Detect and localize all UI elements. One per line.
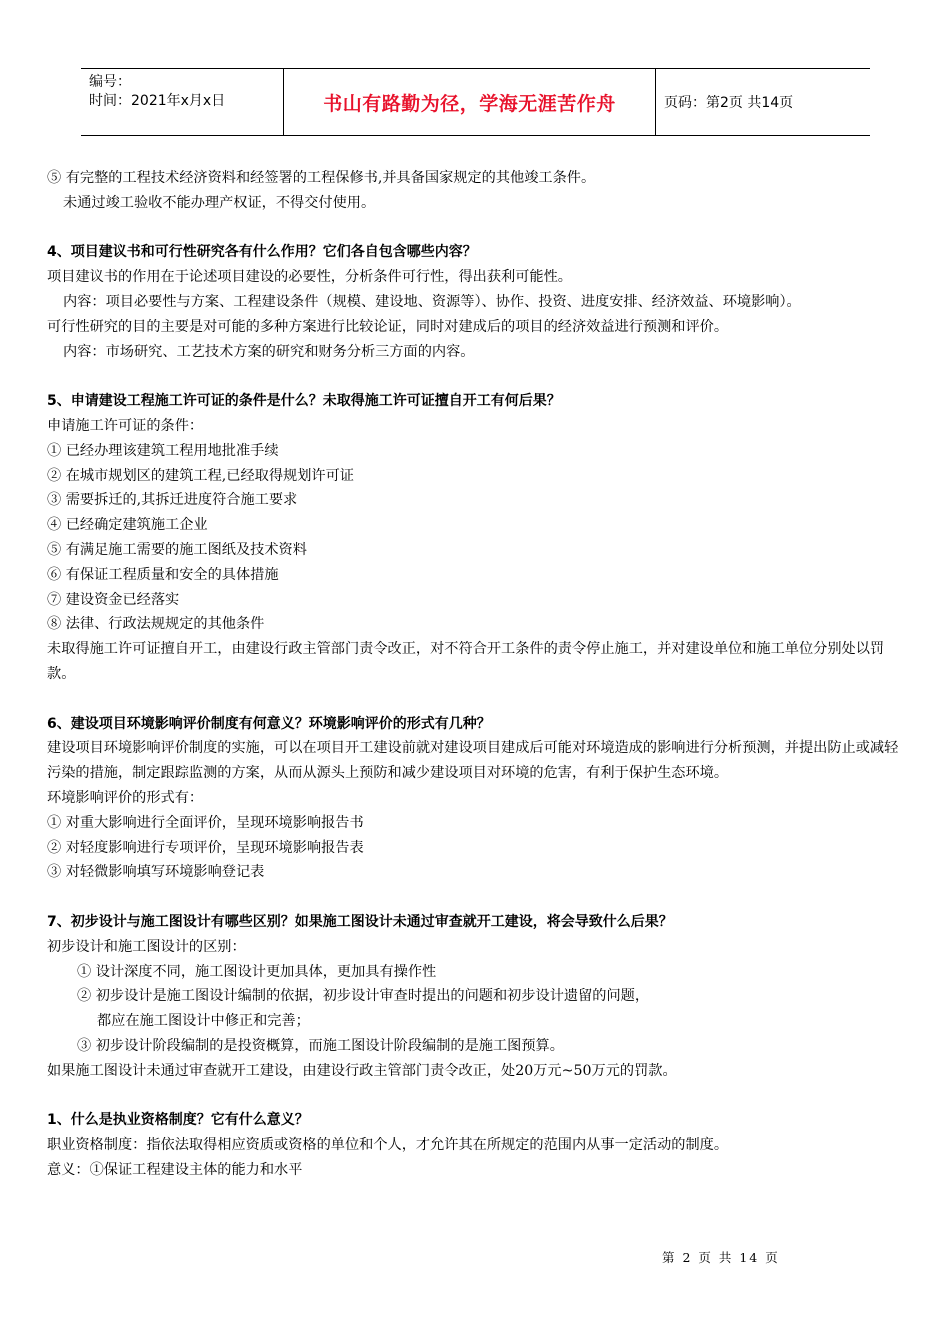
- header-page-code: 页码：第2页 共14页: [664, 95, 794, 111]
- paragraph: 可行性研究的目的主要是对可能的多种方案进行比较论证，同时对建成后的项目的经济效益进行预测和评价。: [47, 318, 729, 335]
- list-item: ① 已经办理该建筑工程用地批准手续: [47, 442, 279, 459]
- paragraph: 未取得施工许可证擅自开工，由建设行政主管部门责令改正，对不符合开工条件的责令停止施工，并对建设单位和施工单位分别处以罚款。: [47, 641, 885, 682]
- header-motto: 书山有路勤为径，学海无涯苦作舟: [283, 69, 656, 135]
- paragraph: 未通过竣工验收不能办理产权证，不得交付使用。: [63, 194, 376, 211]
- question-heading-1: 1、什么是执业资格制度？它有什么意义？: [47, 1112, 309, 1129]
- paragraph: 建设项目环境影响评价制度的实施，可以在项目开工建设前就对建设项目建成后可能对环境造成的影响进行分析预测，并提出防止或减轻污染的措施，制定跟踪监测的方案，从而从源头上预防和减少建设项目对环境的危害，有利于保护生态环境。: [47, 740, 899, 782]
- list-item: ⑦ 建设资金已经落实: [47, 591, 180, 608]
- paragraph: 内容：项目必要性与方案、工程建设条件（规模、建设地、资源等）、协作、投资、进度安排、经济效益、环境影响）。: [63, 293, 801, 310]
- list-item: ① 对重大影响进行全面评价，呈现环境影响报告书: [47, 814, 364, 831]
- paragraph: 申请施工许可证的条件：: [47, 417, 204, 434]
- paragraph: 环境影响评价的形式有：: [47, 789, 204, 806]
- list-item: ⑤ 有满足施工需要的施工图纸及技术资料: [47, 541, 307, 558]
- question-heading-6: 6、建设项目环境影响评价制度有何意义？环境影响评价的形式有几种？: [47, 715, 491, 732]
- list-item-continuation: 都应在施工图设计中修正和完善；: [97, 1013, 310, 1030]
- question-heading-7: 7、初步设计与施工图设计有哪些区别？如果施工图设计未通过审查就开工建设，将会导致什么后果？: [47, 913, 673, 930]
- paragraph: 初步设计和施工图设计的区别：: [47, 938, 246, 955]
- paragraph: 意义：①保证工程建设主体的能力和水平: [47, 1161, 303, 1178]
- list-item: ① 设计深度不同，施工图设计更加具体，更加具有操作性: [77, 963, 437, 980]
- document-time-label: 时间：2021年x月x日: [89, 93, 226, 109]
- list-item: ③ 初步设计阶段编制的是投资概算，而施工图设计阶段编制的是施工图预算。: [77, 1037, 564, 1054]
- list-item: ④ 已经确定建筑施工企业: [47, 517, 208, 534]
- document-body: [47, 166, 909, 1183]
- question-heading-5: 5、申请建设工程施工许可证的条件是什么？未取得施工许可证擅自开工有何后果？: [47, 393, 561, 410]
- page-header: [81, 68, 870, 136]
- paragraph: 项目建议书的作用在于论述项目建设的必要性，分析条件可行性，得出获利可能性。: [47, 269, 572, 286]
- document-number-label: 编号：: [89, 74, 131, 90]
- list-item: ⑧ 法律、行政法规规定的其他条件: [47, 616, 265, 633]
- list-item: ② 初步设计是施工图设计编制的依据，初步设计审查时提出的问题和初步设计遗留的问题，: [77, 988, 650, 1005]
- list-item: ② 在城市规划区的建筑工程,已经取得规划许可证: [47, 467, 354, 484]
- paragraph: 如果施工图设计未通过审查就开工建设，由建设行政主管部门责令改正，处20万元~50万元的罚款。: [47, 1062, 677, 1079]
- page-footer: 第 2 页 共 14 页: [662, 1250, 780, 1265]
- paragraph: 内容：市场研究、工艺技术方案的研究和财务分析三方面的内容。: [63, 343, 475, 360]
- question-heading-4: 4、项目建议书和可行性研究各有什么作用？它们各自包含哪些内容？: [47, 244, 477, 261]
- header-left-cell: [81, 69, 283, 135]
- list-item: ⑥ 有保证工程质量和安全的具体措施: [47, 566, 279, 583]
- list-item: ③ 需要拆迁的,其拆迁进度符合施工要求: [47, 492, 298, 509]
- paragraph: ⑤ 有完整的工程技术经济资料和经签署的工程保修书,并具备国家规定的其他竣工条件。: [47, 170, 596, 186]
- paragraph: 职业资格制度：指依法取得相应资质或资格的单位和个人，才允许其在所规定的范围内从事一定活动的制度。: [47, 1137, 729, 1154]
- list-item: ③ 对轻微影响填写环境影响登记表: [47, 864, 265, 881]
- list-item: ② 对轻度影响进行专项评价，呈现环境影响报告表: [47, 839, 364, 856]
